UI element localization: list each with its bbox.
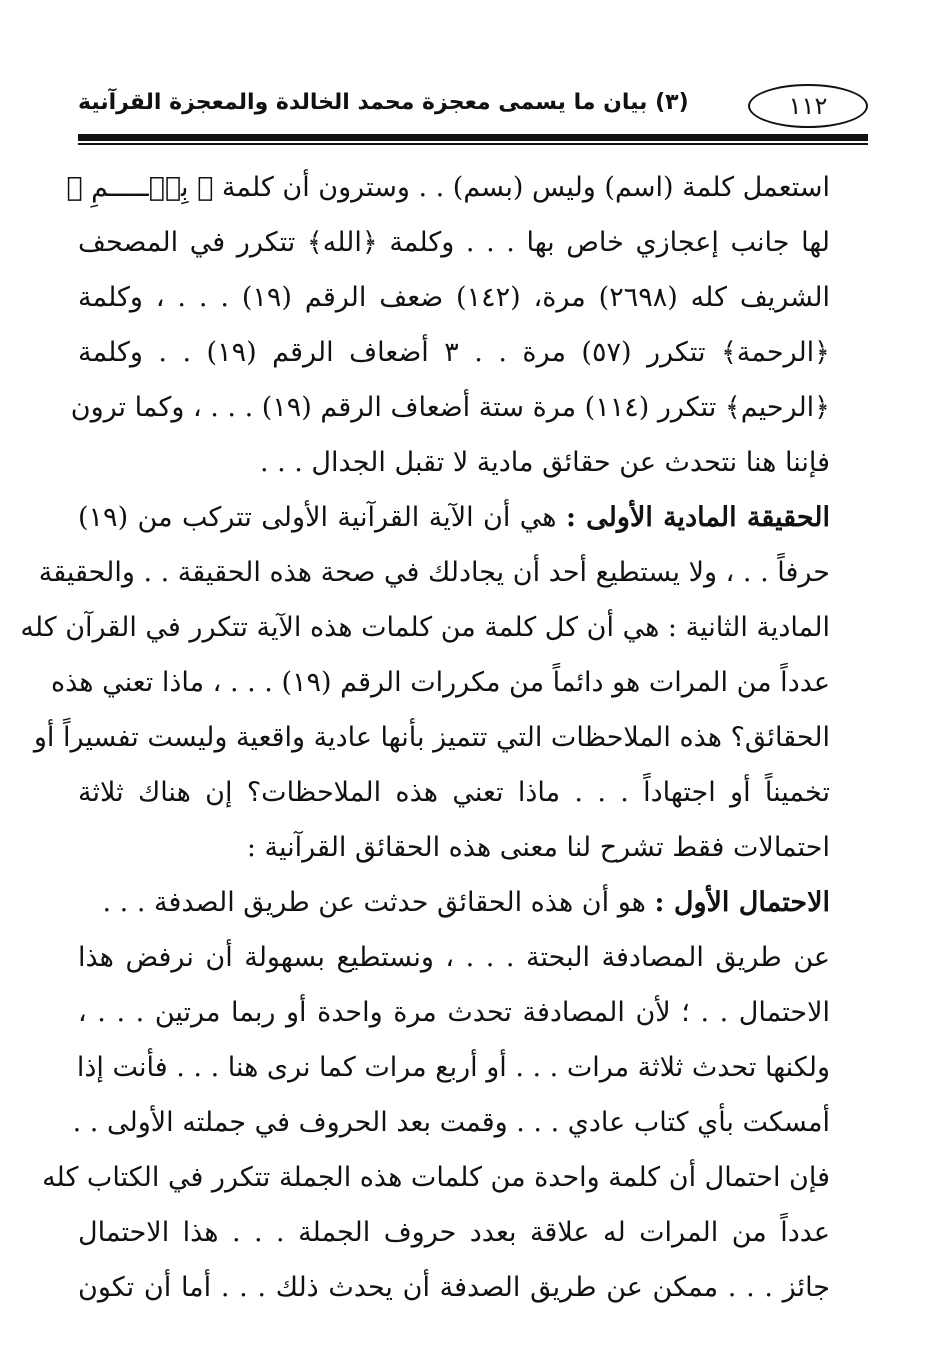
- text-line: ولكنها تحدث ثلاثة مرات . . . أو أربع مرات كما نرى هنا . . . فأنت إذا: [76, 1052, 830, 1083]
- text-line: الشريف كله (٢٦٩٨) مرة، (١٤٢) ضعف الرقم (١٩) . . . ، وكلمة: [78, 282, 830, 313]
- header-rule-thin: [78, 143, 868, 145]
- text-line: استعمل كلمة (اسم) وليس (بسم) . . وسترون أن كلمة ﴿ بِسۡـــــمِ ﴾: [66, 172, 830, 203]
- text-line: جائز . . . ممكن عن طريق الصدفة أن يحدث ذلك . . . أما أن تكون: [78, 1272, 830, 1303]
- text-line: عدداً من المرات له علاقة بعدد حروف الجملة . . . هذا الاحتمال: [78, 1217, 830, 1248]
- text-segment: هي أن الآية القرآنية الأولى تتركب من (١٩): [78, 502, 557, 533]
- text-line: لها جانب إعجازي خاص بها . . . وكلمة ﴿الله﴾ تتكرر في المصحف: [78, 227, 830, 258]
- bold-lead-fact-one: الحقيقة المادية الأولى :: [565, 502, 830, 533]
- text-line: حرفاً . . ، ولا يستطيع أحد أن يجادلك في صحة هذه الحقيقة . . والحقيقة: [38, 557, 830, 588]
- text-line: فإن احتمال أن كلمة واحدة من كلمات هذه الجملة تتكرر في الكتاب كله: [42, 1162, 830, 1193]
- paragraph-fact-one: [78, 490, 830, 545]
- text-line: تخميناً أو اجتهاداً . . . ماذا تعني هذه الملاحظات؟ إن هناك ثلاثة: [78, 777, 830, 808]
- page-number: ١١٢: [748, 84, 868, 128]
- text-line: الحقائق؟ هذه الملاحظات التي تتميز بأنها عادية واقعية وليست تفسيراً أو: [33, 722, 830, 753]
- text-line: عدداً من المرات هو دائماً من مكررات الرقم (١٩) . . . ، ماذا تعني هذه: [50, 667, 830, 698]
- text-line: أمسكت بأي كتاب عادي . . . وقمت بعد الحروف في جملته الأولى . .: [72, 1107, 830, 1138]
- text-line: احتمالات فقط تشرح لنا معنى هذه الحقائق القرآنية :: [246, 832, 830, 863]
- text-line: ﴿الرحمة﴾ تتكرر (٥٧) مرة . . ٣ أضعاف الرقم (١٩) . . وكلمة: [78, 337, 831, 368]
- header-title: (٣) بيان ما يسمى معجزة محمد الخالدة والمعجزة القرآنية: [78, 90, 689, 115]
- text-line: ﴿الرحيم﴾ تتكرر (١١٤) مرة ستة أضعاف الرقم (١٩) . . . ، وكما ترون: [70, 392, 830, 423]
- paragraph-possibility-one: [78, 875, 830, 930]
- text-line: عن طريق المصادفة البحتة . . . ، ونستطيع بسهولة أن نرفض هذا: [78, 942, 830, 973]
- text-line: الاحتمال . . ؛ لأن المصادفة تحدث مرة واحدة أو ربما مرتين . . . ،: [78, 997, 830, 1028]
- running-header: [78, 84, 868, 132]
- header-rule-thick: [78, 134, 868, 141]
- text-segment: هو أن هذه الحقائق حدثت عن طريق الصدفة . . .: [102, 887, 646, 918]
- text-line: المادية الثانية : هي أن كل كلمة من كلمات هذه الآية تتكرر في القرآن كله: [20, 612, 830, 643]
- bold-lead-possibility-one: الاحتمال الأول :: [654, 887, 830, 918]
- body-text: [20, 160, 831, 1315]
- text-line: فإننا هنا نتحدث عن حقائق مادية لا تقبل الجدال . . .: [259, 447, 830, 478]
